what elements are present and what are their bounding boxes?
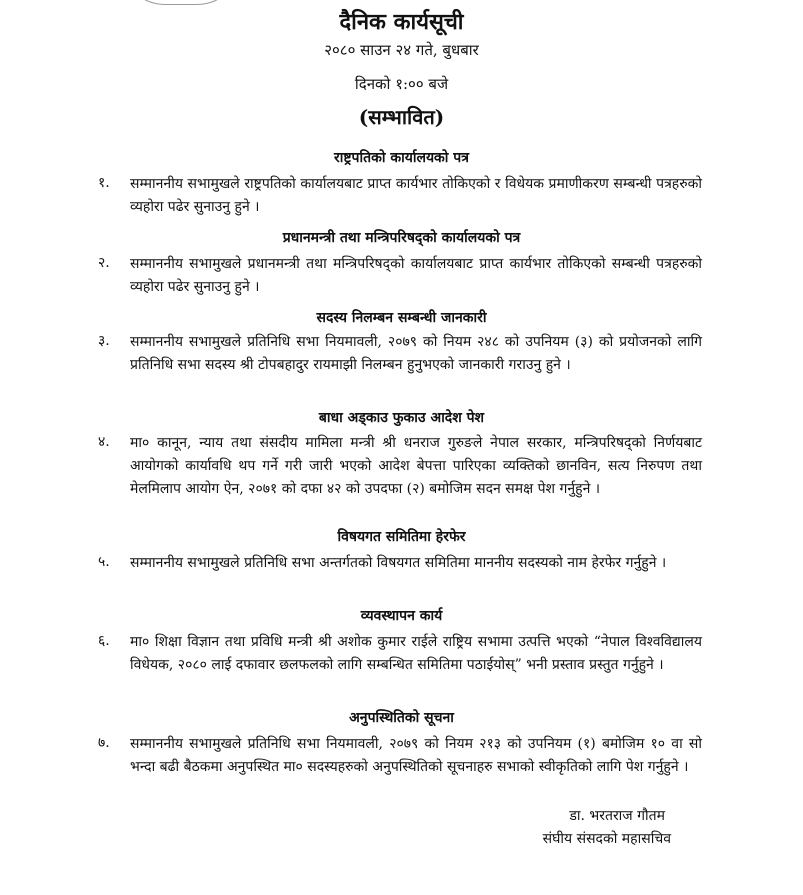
section-title-6: व्यवस्थापन कार्य bbox=[360, 608, 443, 624]
signatory-name: डा. भरतराज गौतम bbox=[569, 808, 665, 824]
signature-role-line bbox=[0, 829, 803, 848]
section-title-4: बाधा अड्काउ फुकाउ आदेश पेश bbox=[318, 410, 485, 426]
document-title: दैनिक कार्यसूची bbox=[339, 9, 464, 35]
document-date: २०८० साउन २४ गते, बुधबार bbox=[324, 41, 479, 59]
item-text: सम्माननीय सभामुखले राष्ट्रपतिको कार्यालयबाट प्राप्त कार्यभार तोकिएको र विधेयक प्रमाणीकरण सम्बन्धी पत्रहरुको व्यहोरा पढेर सुनाउनु हुने । bbox=[130, 176, 702, 215]
item-number: ७. bbox=[98, 735, 110, 751]
item-text: सम्माननीय सभामुखले प्रतिनिधि सभा अन्तर्गतको विषयगत समितिमा माननीय सदस्यको नाम हेरफेर गर्नुहुने । bbox=[130, 555, 667, 571]
item-number: ५. bbox=[98, 554, 110, 570]
item-text: मा० कानून, न्याय तथा संसदीय मामिला मन्त्री श्री धनराज गुरुङले नेपाल सरकार, मन्त्रिपरिषद्को निर्णयबाट आयोगको कार्यावधि थप गर्ने गरी जारी भएको आदेश बेपत्ता पारिएका व्यक्तिको छानविन, सत्य निरुपण तथा मेलमिलाप आयोग ऐन, २०७१ को दफा ४२ को उपदफा (२) बमोजिम सदन समक्ष पेश गर्नुहुने । bbox=[130, 435, 702, 497]
item-text: सम्माननीय सभामुखले प्रतिनिधि सभा नियमावली, २०७९ को नियम २१३ को उपनियम (१) बमोजिम १० वा सो भन्दा बढी बैठकमा अनुपस्थित मा० सदस्यहरुको अनुपस्थितिको सूचनाहरु सभाको स्वीकृतिको लागि पेश गर्नुहुने । bbox=[130, 736, 702, 775]
item-number: ३. bbox=[98, 333, 110, 349]
item-text: सम्माननीय सभामुखले प्रतिनिधि सभा नियमावली, २०७९ को नियम २४८ को उपनियम (३) को प्रयोजनको लागि प्रतिनिधि सभा सदस्य श्री टोपबहादुर रायमाझी निलम्बन हुनुभएको जानकारी गराउनु हुने । bbox=[130, 334, 702, 373]
item-text: मा० शिक्षा विज्ञान तथा प्रविधि मन्त्री श्री अशोक कुमार राईले राष्ट्रिय सभामा उत्पत्ति भएको “नेपाल विश्वविद्यालय विधेयक, २०८० लाई दफावार छलफलको लागि सम्बन्धित समितिमा पठाईयोस्” भनी प्रस्ताव प्रस्तुत गर्नुहुने । bbox=[130, 634, 702, 673]
signatory-designation: संघीय संसदको महासचिव bbox=[542, 831, 671, 847]
item-number: ४. bbox=[98, 434, 110, 450]
item-number: ६. bbox=[98, 633, 110, 649]
document-time: दिनको १:०० बजे bbox=[354, 75, 449, 93]
item-number: १. bbox=[98, 175, 110, 191]
seal-arc bbox=[120, 0, 242, 5]
signature-name-line bbox=[0, 806, 803, 825]
section-title-7: अनुपस्थितिको सूचना bbox=[349, 710, 454, 726]
section-title-3: सदस्य निलम्बन सम्बन्धी जानकारी bbox=[316, 310, 487, 326]
document-status: (सम्भावित) bbox=[358, 105, 445, 129]
section-title-1: राष्ट्रपतिको कार्यालयको पत्र bbox=[333, 150, 469, 166]
item-text: सम्माननीय सभामुखले प्रधानमन्त्री तथा मन्त्रिपरिषद्को कार्यालयबाट प्राप्त कार्यभार तोकिएको सम्बन्धी पत्रहरुको व्यहोरा पढेर सुनाउनु हुने । bbox=[130, 256, 702, 295]
section-title-5: विषयगत समितिमा हेरफेर bbox=[337, 529, 466, 545]
section-title-2: प्रधानमन्त्री तथा मन्त्रिपरिषद्को कार्यालयको पत्र bbox=[282, 230, 521, 246]
item-number: २. bbox=[98, 255, 110, 271]
